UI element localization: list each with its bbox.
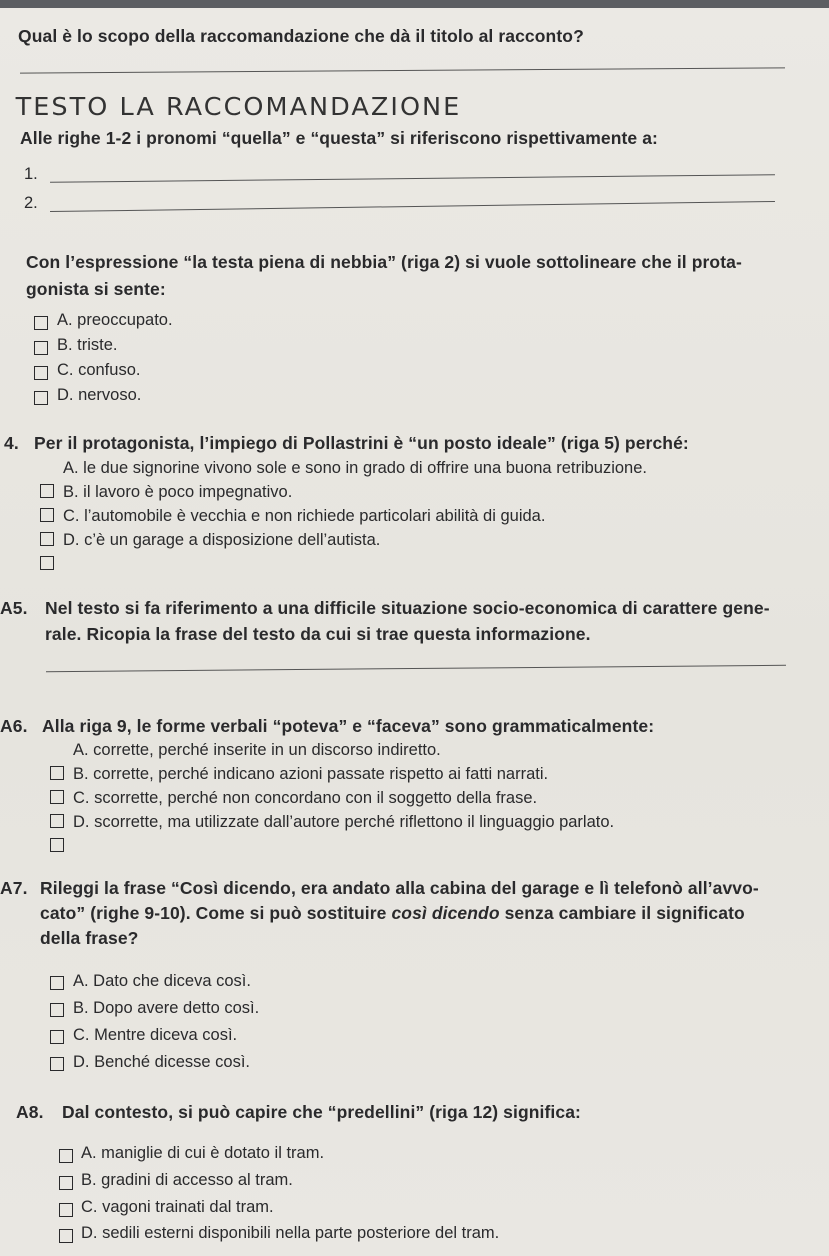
top-binding-strip [0,0,829,8]
question-7-line1: Rileggi la frase “Così dicendo, era andato alla cabina del garage e lì telefonò all’avvo- [40,878,759,898]
checkbox-q8-c[interactable] [59,1203,73,1217]
checkbox-q8-a[interactable] [59,1149,73,1163]
question-nebbia-line1: Con l’espressione “la testa piena di nebbia” (riga 2) si vuole sottolineare che il prota- [26,252,742,272]
question-7-line3: della frase? [40,928,139,948]
option-q7-b: B. Dopo avere detto così. [73,999,260,1017]
checkbox-q7-d[interactable] [50,1057,64,1071]
checkbox-q7-c[interactable] [50,1030,64,1044]
checkbox-q3-a[interactable] [34,316,48,330]
question-pronomi: Alle righe 1-2 i pronomi “quella” e “questa” si riferiscono rispettivamente a: [20,128,658,148]
option-q8-c: C. vagoni trainati dal tram. [81,1198,274,1216]
option-q4-c: C. l’automobile è vecchia e non richiede particolari abilità di guida. [63,507,546,525]
question-6-text: Alla riga 9, le forme verbali “poteva” e “faceva” sono grammaticalmente: [42,716,655,736]
option-q7-d: D. Benché dicesse così. [73,1053,251,1071]
question-nebbia-line2: gonista si sente: [26,279,166,299]
checkbox-q3-d[interactable] [34,391,48,405]
option-q4-d: D. c’è un garage a disposizione dell’autista. [63,531,381,549]
checkbox-q6-a[interactable] [50,766,64,780]
option-q3-b: B. triste. [57,336,118,354]
checkbox-q4-c[interactable] [40,532,54,546]
question-6-number: A6. [0,716,28,736]
question-5-number: A5. [0,598,28,618]
checkbox-q7-a[interactable] [50,976,64,990]
question-8-number: A8. [16,1102,44,1122]
option-q8-d: D. sedili esterni disponibili nella parte posteriore del tram. [81,1224,500,1242]
handwritten-answer: TESTO LA RACCOMANDAZIONE [15,92,462,121]
checkbox-q6-d[interactable] [50,838,64,852]
checkbox-q8-d[interactable] [59,1229,73,1243]
option-q3-c: C. confuso. [57,361,141,379]
checkbox-q4-d[interactable] [40,556,54,570]
question-4-text: Per il protagonista, l’impiego di Pollastrini è “un posto ideale” (riga 5) perché: [34,433,689,453]
option-q6-b: B. corrette, perché indicano azioni passate rispetto ai fatti narrati. [73,765,549,783]
answer-line-2[interactable] [50,201,775,212]
option-q4-a: A. le due signorine vivono sole e sono in grado di offrire una buona retribuzione. [63,459,647,477]
option-q8-b: B. gradini di accesso al tram. [81,1171,293,1189]
question-8-text: Dal contesto, si può capire che “predellini” (riga 12) significa: [62,1102,581,1122]
option-q6-c: C. scorrette, perché non concordano con il soggetto della frase. [73,789,538,807]
option-q6-a: A. corrette, perché inserite in un discorso indiretto. [73,741,441,759]
option-q3-d: D. nervoso. [57,386,142,404]
option-q3-a: A. preoccupato. [57,311,173,329]
checkbox-q4-a[interactable] [40,484,54,498]
question-7-number: A7. [0,878,28,898]
option-q7-a: A. Dato che diceva così. [73,972,251,990]
checkbox-q4-b[interactable] [40,508,54,522]
question-scopo: Qual è lo scopo della raccomandazione che dà il titolo al racconto? [18,26,584,46]
answer-line[interactable] [20,67,785,73]
option-q8-a: A. maniglie di cui è dotato il tram. [81,1144,325,1162]
option-q7-c: C. Mentre diceva così. [73,1026,238,1044]
answer-label-1: 1. [24,165,38,183]
question-7-italic: così dicendo [391,903,500,923]
question-7-line2: cato” (righe 9-10). Come si può sostituire così dicendo senza cambiare il significato [40,903,745,923]
answer-label-2: 2. [24,194,38,212]
question-4-number: 4. [4,433,19,453]
answer-line-1[interactable] [50,174,775,183]
option-q4-b: B. il lavoro è poco impegnativo. [63,483,293,501]
question-5-line2: rale. Ricopia la frase del testo da cui si trae questa informazione. [45,624,591,644]
checkbox-q3-c[interactable] [34,366,48,380]
checkbox-q3-b[interactable] [34,341,48,355]
checkbox-q8-b[interactable] [59,1176,73,1190]
checkbox-q7-b[interactable] [50,1003,64,1017]
checkbox-q6-b[interactable] [50,790,64,804]
option-q6-d: D. scorrette, ma utilizzate dall’autore perché riflettono il linguaggio parlato. [73,813,615,831]
checkbox-q6-c[interactable] [50,814,64,828]
question-5-line1: Nel testo si fa riferimento a una difficile situazione socio-economica di carattere gene- [45,598,770,618]
answer-line-q5[interactable] [46,665,786,672]
